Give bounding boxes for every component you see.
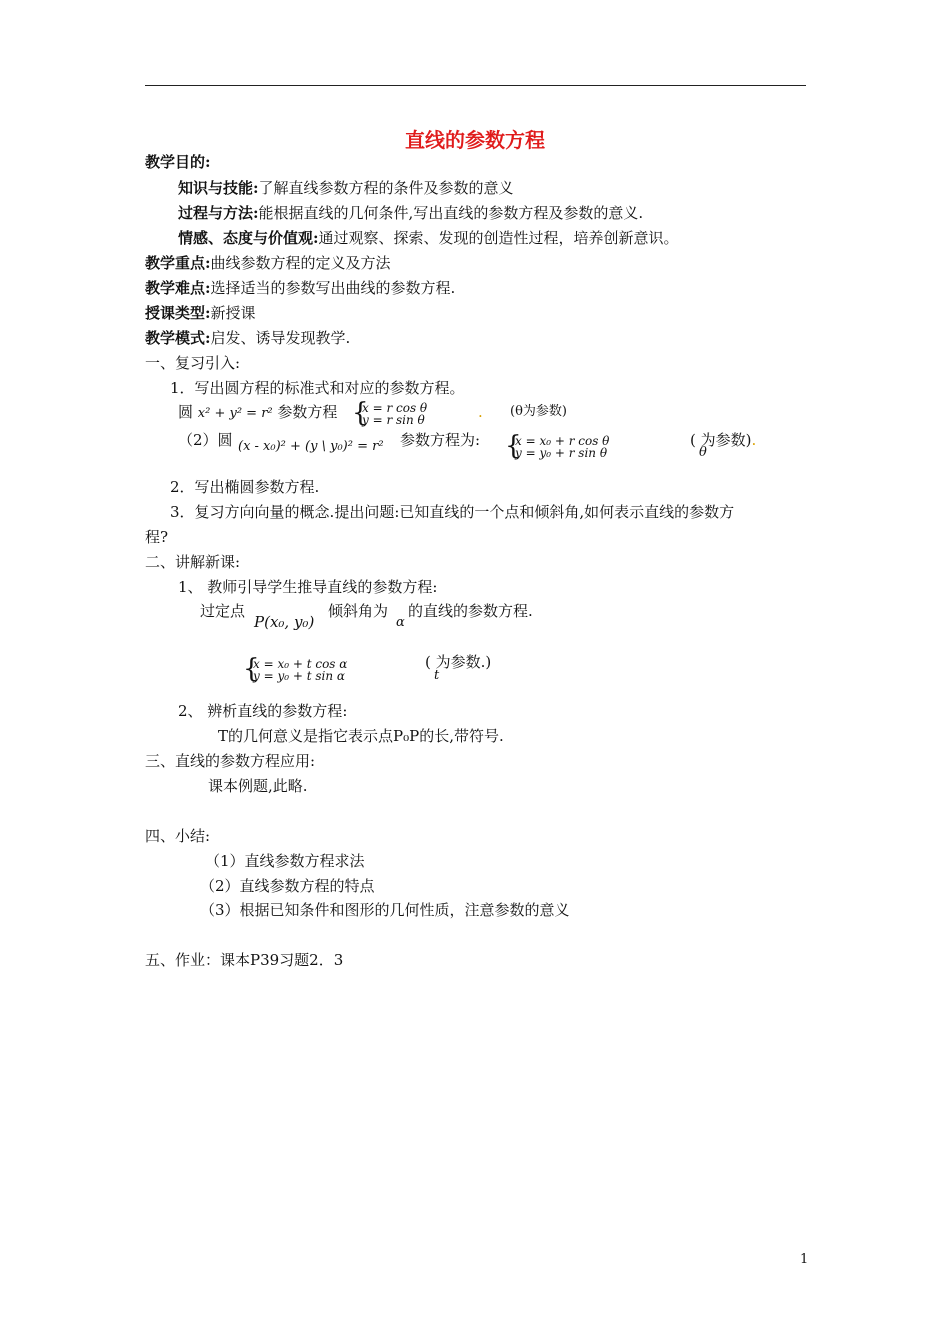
review-item-2: 2．写出椭圆参数方程. bbox=[170, 478, 320, 496]
goal-knowledge-text: 了解直线参数方程的条件及参数的意义 bbox=[258, 179, 514, 197]
application-heading: 三、直线的参数方程应用: bbox=[145, 752, 316, 770]
page-number: 1 bbox=[800, 1252, 809, 1267]
lesson-type-text: 新授课 bbox=[210, 304, 256, 322]
circle-1-sys-row-1: x = r cos θ bbox=[362, 401, 428, 415]
line-param-open: ( bbox=[425, 653, 431, 671]
summary-item-1: （1）直线参数方程求法 bbox=[205, 852, 365, 870]
keypoint bbox=[145, 253, 391, 273]
document-title: 直线的参数方程 bbox=[405, 128, 545, 152]
circle-1-sys-row-2: y = r sin θ bbox=[362, 413, 425, 427]
circle-1-line bbox=[178, 402, 337, 424]
header-rule bbox=[145, 85, 806, 86]
line-param-text: 为参数.) bbox=[435, 653, 492, 671]
circle-1-param: (θ为参数) bbox=[510, 404, 567, 419]
application-text: 课本例题,此略. bbox=[208, 777, 308, 795]
point-suffix-text: 的直线的参数方程. bbox=[408, 602, 533, 620]
summary-heading: 四、小结: bbox=[145, 827, 211, 845]
circle-2-theta: θ bbox=[699, 445, 707, 460]
goal-process bbox=[178, 203, 643, 223]
summary-item-3: （3）根据已知条件和图形的几何性质，注意参数的意义 bbox=[200, 901, 570, 919]
circle-2-sys-row-2: y = y₀ + r sin θ bbox=[515, 446, 608, 460]
new-lesson-item-1: 1、 教师引导学生推导直线的参数方程: bbox=[178, 578, 438, 596]
line-sys-row-2: y = y₀ + t sin α bbox=[253, 669, 346, 683]
circle-2-mid: 参数方程为: bbox=[400, 431, 481, 449]
point-suffix bbox=[408, 601, 533, 621]
mode-text: 启发、诱导发现教学. bbox=[210, 329, 351, 347]
homework: 五、作业：课本P39习题2．3 bbox=[145, 951, 344, 969]
circle-1-equation: x² + y² = r² bbox=[197, 406, 273, 421]
goal-attitude bbox=[178, 228, 679, 248]
keypoint-text: 曲线参数方程的定义及方法 bbox=[210, 254, 391, 272]
circle-1-system: { x = r cos θ y = r sin θ bbox=[352, 398, 428, 428]
new-lesson-item-2-text: T的几何意义是指它表示点P₀P的长,带符号. bbox=[218, 727, 504, 745]
difficulty bbox=[145, 278, 455, 298]
teaching-mode bbox=[145, 328, 350, 348]
circle-1-mid: 参数方程 bbox=[277, 403, 338, 421]
difficulty-label: 教学难点: bbox=[145, 279, 211, 297]
circle-2-prefix: （2）圆 bbox=[178, 431, 233, 449]
lesson-type-label: 授课类型: bbox=[145, 304, 211, 322]
circle-1-prefix: 圆 bbox=[178, 403, 194, 421]
goal-knowledge bbox=[178, 178, 514, 198]
goal-attitude-label: 情感、态度与价值观: bbox=[178, 229, 319, 247]
circle-2-system: { x = x₀ + r cos θ y = y₀ + r sin θ bbox=[505, 431, 610, 461]
circle-1-dot: . bbox=[478, 403, 483, 421]
goal-knowledge-label: 知识与技能: bbox=[178, 179, 259, 197]
lesson-type bbox=[145, 303, 256, 323]
mode-label: 教学模式: bbox=[145, 329, 211, 347]
circle-2-param-text: 为参数) bbox=[700, 431, 752, 449]
review-item-3-line-1: 3．复习方向向量的概念.提出问题:已知直线的一个点和倾斜角,如何表示直线的参数方 bbox=[170, 503, 735, 521]
goals-heading: 教学目的: bbox=[145, 153, 211, 171]
difficulty-text: 选择适当的参数写出曲线的参数方程. bbox=[210, 279, 456, 297]
circle-2-equation: (x - x₀)² + (y \ y₀)² = r² bbox=[238, 439, 384, 454]
goal-process-label: 过程与方法: bbox=[178, 204, 259, 222]
circle-2-param: ( 为参数). bbox=[690, 431, 757, 449]
point-prefix: 过定点 bbox=[200, 602, 246, 620]
summary-item-2: （2）直线参数方程的特点 bbox=[200, 877, 375, 895]
review-item-3-line-2: 程? bbox=[145, 528, 169, 546]
goal-process-text: 能根据直线的几何条件,写出直线的参数方程及参数的意义. bbox=[258, 204, 644, 222]
param-t: t bbox=[434, 668, 440, 683]
point-mid: 倾斜角为 bbox=[328, 602, 389, 620]
review-heading: 一、复习引入: bbox=[145, 354, 241, 372]
line-system: { x = x₀ + t cos α y = y₀ + t sin α bbox=[243, 654, 348, 684]
line-sys-row-1: x = x₀ + t cos α bbox=[253, 657, 348, 671]
circle-2-param-open: ( bbox=[690, 431, 696, 449]
keypoint-label: 教学重点: bbox=[145, 254, 211, 272]
new-lesson-item-2: 2、 辨析直线的参数方程: bbox=[178, 702, 348, 720]
point-coords: P(x₀, y₀) bbox=[254, 613, 315, 631]
review-item-1: 1．写出圆方程的标准式和对应的参数方程。 bbox=[170, 379, 465, 397]
new-lesson-heading: 二、讲解新课: bbox=[145, 553, 241, 571]
goal-attitude-text: 通过观察、探索、发现的创造性过程，培养创新意识。 bbox=[318, 229, 679, 247]
circle-2-sys-row-1: x = x₀ + r cos θ bbox=[515, 434, 610, 448]
alpha-symbol: α bbox=[396, 615, 405, 630]
